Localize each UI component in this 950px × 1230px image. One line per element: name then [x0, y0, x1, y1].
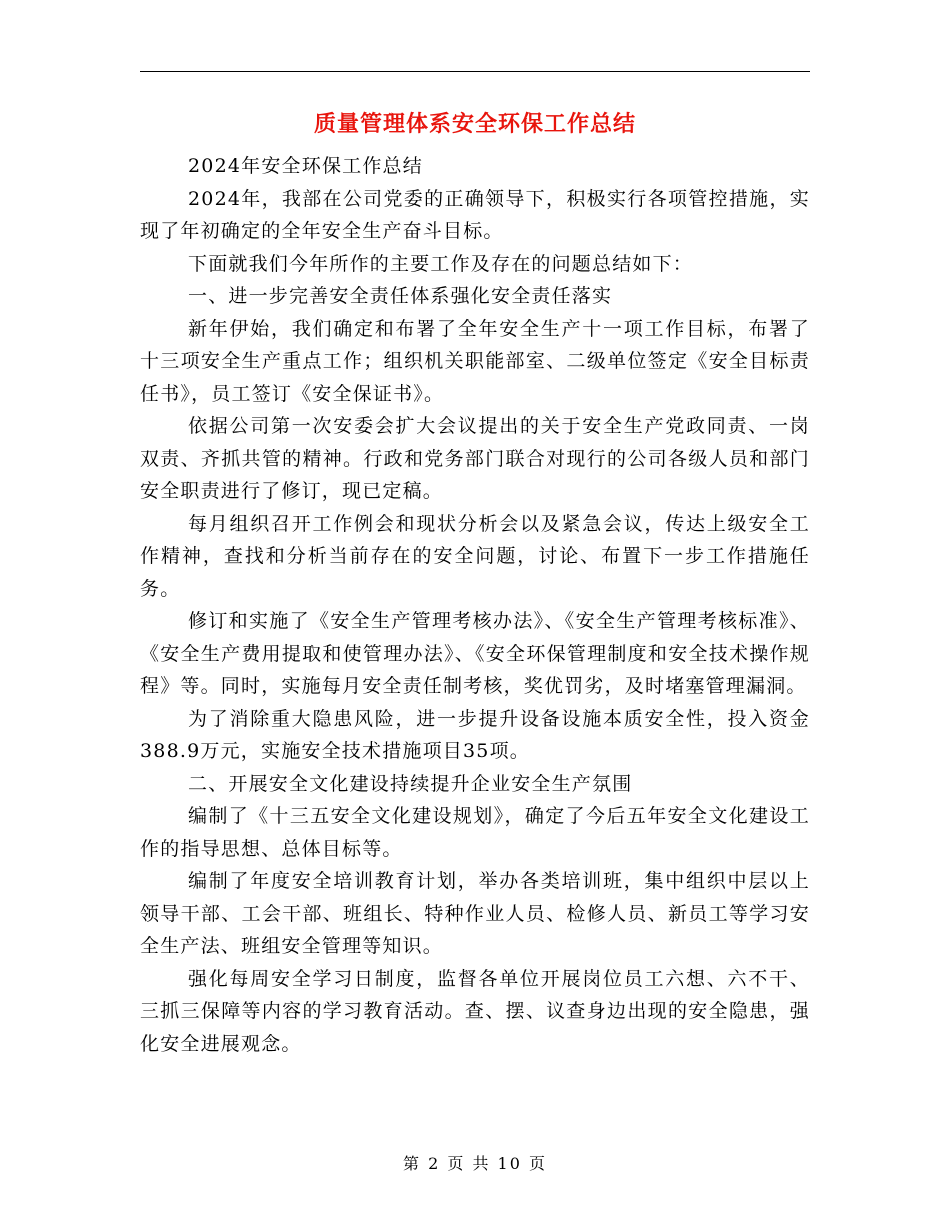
paragraph: 依据公司第一次安委会扩大会议提出的关于安全生产党政同责、一岗双责、齐抓共管的精神。行政和党务部门联合对现行的公司各级人员和部门安全职责进行了修订，现已定稿。	[140, 415, 810, 502]
header-rule	[140, 71, 810, 72]
paragraph: 下面就我们今年所作的主要工作及存在的问题总结如下：	[188, 252, 694, 275]
paragraph: 2024年安全环保工作总结	[188, 155, 423, 177]
paragraph: 为了消除重大隐患风险，进一步提升设备设施本质安全性，投入资金388.9万元，实施安全技术措施项目35项。	[140, 707, 810, 762]
paragraph: 编制了年度安全培训教育计划，举办各类培训班，集中组织中层以上领导干部、工会干部、班组长、特种作业人员、检修人员、新员工等学习安全生产法、班组安全管理等知识。	[140, 870, 810, 957]
document-body	[140, 150, 810, 1060]
document-title: 质量管理体系安全环保工作总结	[313, 112, 636, 137]
paragraph: 修订和实施了《安全生产管理考核办法》、《安全生产管理考核标准》、《安全生产费用提取和使管理办法》、《安全环保管理制度和安全技术操作规程》等。同时，实施每月安全责任制考核，奖优罚劣，及时堵塞管理漏洞。	[140, 610, 810, 697]
page-number: 第 2 页 共 10 页	[403, 1154, 547, 1173]
paragraph: 编制了《十三五安全文化建设规划》，确定了今后五年安全文化建设工作的指导思想、总体目标等。	[140, 805, 810, 860]
paragraph: 强化每周安全学习日制度，监督各单位开展岗位员工六想、六不干、三抓三保障等内容的学习教育活动。查、摆、议查身边出现的安全隐患，强化安全进展观念。	[140, 967, 810, 1055]
paragraph: 新年伊始，我们确定和布署了全年安全生产十一项工作目标，布署了十三项安全生产重点工作；组织机关职能部室、二级单位签定《安全目标责任书》，员工签订《安全保证书》。	[140, 317, 810, 405]
paragraph: 2024年，我部在公司党委的正确领导下，积极实行各项管控措施，实现了年初确定的全年安全生产奋斗目标。	[140, 187, 810, 242]
section-heading: 一、进一步完善安全责任体系强化安全责任落实	[188, 285, 613, 307]
section-heading: 二、开展安全文化建设持续提升企业安全生产氛围	[188, 772, 633, 795]
paragraph: 每月组织召开工作例会和现状分析会以及紧急会议，传达上级安全工作精神，查找和分析当前存在的安全问题，讨论、布置下一步工作措施任务。	[140, 512, 810, 600]
